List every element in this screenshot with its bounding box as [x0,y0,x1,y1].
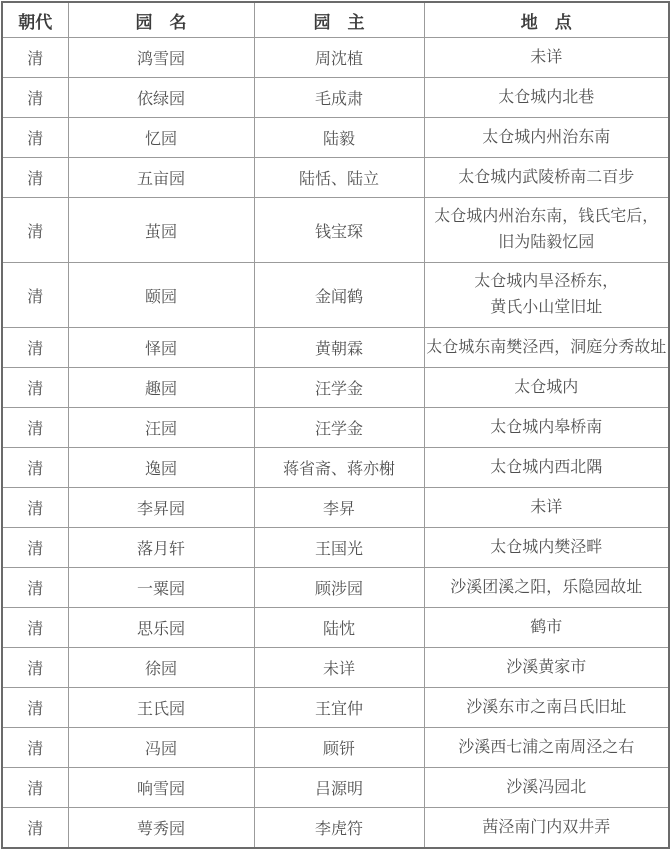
table-row [2,78,669,118]
location-line: 沙溪东市之南吕氏旧址 [466,698,627,716]
cell-dynasty: 清 [2,368,68,408]
cell-dynasty: 清 [2,528,68,568]
location-line: 沙溪西七浦之南周泾之右 [458,738,635,756]
cell-name: 趣园 [68,368,254,408]
location-line: 太仓城内州治东南 [482,128,611,146]
cell-name: 鸿雪园 [68,38,254,78]
cell-owner: 汪学金 [254,408,424,448]
cell-name: 汪园 [68,408,254,448]
table-row [2,568,669,608]
cell-location [424,408,669,448]
table-row [2,118,669,158]
cell-location [424,198,669,263]
cell-dynasty: 清 [2,648,68,688]
cell-name: 忆园 [68,118,254,158]
cell-dynasty: 清 [2,488,68,528]
location-line: 太仓城内旱泾桥东， [474,273,619,290]
cell-owner: 陆恬、陆立 [254,158,424,198]
cell-name: 冯园 [68,728,254,768]
cell-owner: 顾钘 [254,728,424,768]
location-line: 太仓城内州治东南，钱氏宅后， [434,208,659,225]
cell-location [424,768,669,808]
cell-dynasty: 清 [2,263,68,328]
location-line: 茜泾南门内双井弄 [482,818,611,836]
header-dynasty: 朝代 [2,2,68,38]
cell-name: 思乐园 [68,608,254,648]
cell-dynasty: 清 [2,808,68,849]
cell-owner: 顾涉园 [254,568,424,608]
cell-owner: 金闻鹤 [254,263,424,328]
cell-location [424,158,669,198]
cell-dynasty: 清 [2,688,68,728]
cell-name: 依绿园 [68,78,254,118]
cell-location [424,688,669,728]
cell-owner: 钱宝琛 [254,198,424,263]
cell-location [424,728,669,768]
header-location: 地 点 [424,2,669,38]
cell-owner: 陆毅 [254,118,424,158]
table-row [2,648,669,688]
cell-dynasty: 清 [2,728,68,768]
cell-name: 响雪园 [68,768,254,808]
table-body [2,38,669,849]
cell-name: 李昇园 [68,488,254,528]
table-row [2,488,669,528]
cell-name: 落月轩 [68,528,254,568]
cell-location [424,648,669,688]
table-row [2,608,669,648]
location-line: 太仓城内北巷 [498,88,595,106]
location-line: 太仓城内武陵桥南二百步 [458,168,635,186]
cell-location [424,448,669,488]
cell-location [424,78,669,118]
cell-name: 五亩园 [68,158,254,198]
cell-owner: 汪学金 [254,368,424,408]
table-row [2,688,669,728]
cell-name: 怿园 [68,328,254,368]
location-line: 太仓城内樊泾畔 [490,538,603,556]
cell-name: 颐园 [68,263,254,328]
cell-dynasty: 清 [2,78,68,118]
table-row [2,158,669,198]
cell-owner: 吕源明 [254,768,424,808]
cell-name: 萼秀园 [68,808,254,849]
location-line: 鹤市 [530,618,563,636]
cell-location [424,118,669,158]
cell-dynasty: 清 [2,408,68,448]
location-line: 沙溪冯园北 [506,778,587,796]
cell-location [424,368,669,408]
table-row [2,198,669,263]
cell-location [424,808,669,849]
cell-location [424,528,669,568]
cell-name: 王氏园 [68,688,254,728]
location-line: 沙溪团溪之阳，乐隐园故址 [450,578,643,596]
cell-owner: 周沈植 [254,38,424,78]
header-name: 园 名 [68,2,254,38]
location-line: 太仓城东南樊泾西，洞庭分秀故址 [426,338,667,356]
cell-location [424,263,669,328]
location-line: 旧为陆毅忆园 [498,234,595,251]
cell-owner: 李虎符 [254,808,424,849]
location-line: 黄氏小山堂旧址 [490,299,603,316]
cell-owner: 未详 [254,648,424,688]
table-row [2,38,669,78]
header-owner: 园 主 [254,2,424,38]
cell-name: 逸园 [68,448,254,488]
table-row [2,528,669,568]
cell-location [424,488,669,528]
cell-name: 一粟园 [68,568,254,608]
cell-dynasty: 清 [2,198,68,263]
table-row [2,408,669,448]
cell-dynasty: 清 [2,448,68,488]
cell-location [424,328,669,368]
location-line: 太仓城内皋桥南 [490,418,603,436]
cell-owner: 陆忱 [254,608,424,648]
cell-dynasty: 清 [2,568,68,608]
cell-owner: 黄朝霖 [254,328,424,368]
cell-location [424,608,669,648]
cell-location [424,568,669,608]
table-row [2,328,669,368]
cell-owner: 蒋省斋、蒋亦榭 [254,448,424,488]
cell-location [424,38,669,78]
table-row [2,808,669,849]
header-row [2,2,669,38]
location-line: 未详 [530,498,563,516]
cell-name: 徐园 [68,648,254,688]
cell-name: 茧园 [68,198,254,263]
cell-dynasty: 清 [2,608,68,648]
cell-owner: 毛成肃 [254,78,424,118]
location-line: 太仓城内西北隅 [490,458,603,476]
cell-owner: 王宜仲 [254,688,424,728]
table-row [2,728,669,768]
cell-dynasty: 清 [2,768,68,808]
cell-owner: 李昇 [254,488,424,528]
location-line: 未详 [530,48,563,66]
table-row [2,768,669,808]
location-line: 沙溪黄家市 [506,658,587,676]
cell-dynasty: 清 [2,38,68,78]
cell-owner: 王国光 [254,528,424,568]
cell-dynasty: 清 [2,328,68,368]
cell-dynasty: 清 [2,118,68,158]
table-row [2,448,669,488]
table-row [2,263,669,328]
table-header [2,2,669,38]
table-row [2,368,669,408]
location-line: 太仓城内 [514,378,579,396]
cell-dynasty: 清 [2,158,68,198]
garden-table [1,1,670,849]
